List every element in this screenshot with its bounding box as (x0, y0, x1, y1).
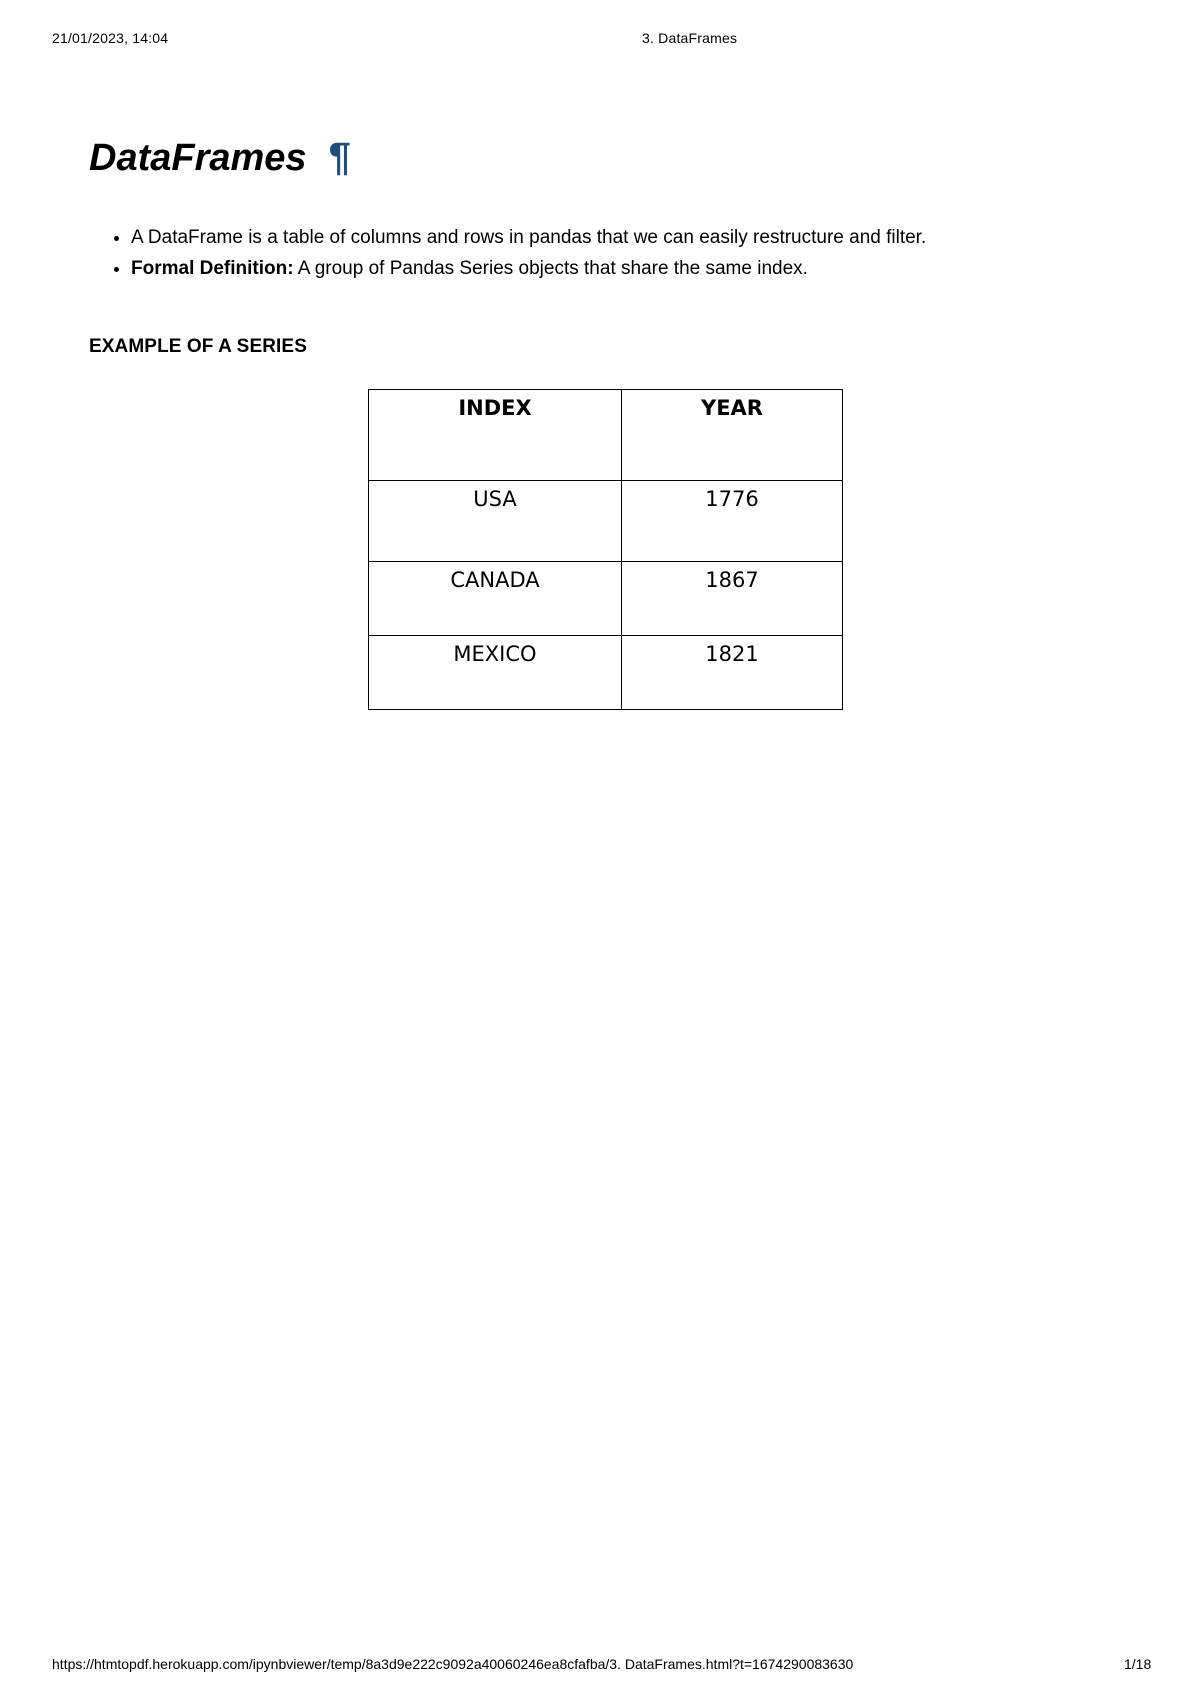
list-item (131, 253, 926, 284)
bullet-text: A group of Pandas Series objects that share the same index. (293, 258, 808, 279)
table-cell-index: USA (369, 481, 622, 562)
bullet-text: A DataFrame is a table of columns and rows in pandas that we can easily restructure and filter. (131, 227, 927, 248)
bullet-bold-term: Formal Definition: (131, 258, 294, 279)
print-doc-title: 3. DataFrames (642, 30, 738, 46)
table-row (369, 481, 843, 562)
table-cell-year: 1867 (622, 562, 843, 636)
column-header-index: INDEX (369, 390, 622, 481)
anchor-link[interactable]: ¶ (328, 135, 351, 179)
print-date: 21/01/2023, 14:04 (52, 30, 169, 46)
column-header-year: YEAR (622, 390, 843, 481)
list-item (131, 222, 926, 253)
table-cell-year: 1821 (622, 636, 843, 710)
page-number: 1/18 (1124, 1656, 1152, 1672)
table-cell-year: 1776 (622, 481, 843, 562)
table-cell-index: CANADA (369, 562, 622, 636)
table-row (369, 636, 843, 710)
table-cell-index: MEXICO (369, 636, 622, 710)
definition-list (89, 222, 926, 284)
table-row (369, 562, 843, 636)
notebook-title (89, 135, 351, 180)
section-heading: EXAMPLE OF A SERIES (89, 336, 307, 357)
table-header-row (369, 390, 843, 481)
series-table (368, 389, 843, 710)
title-text: DataFrames (89, 137, 307, 179)
print-url: https://htmtopdf.herokuapp.com/ipynbviewer/temp/8a3d9e222c9092a40060246ea8cfafba/3. DataFrames.html?t=1674290083630 (52, 1656, 854, 1672)
